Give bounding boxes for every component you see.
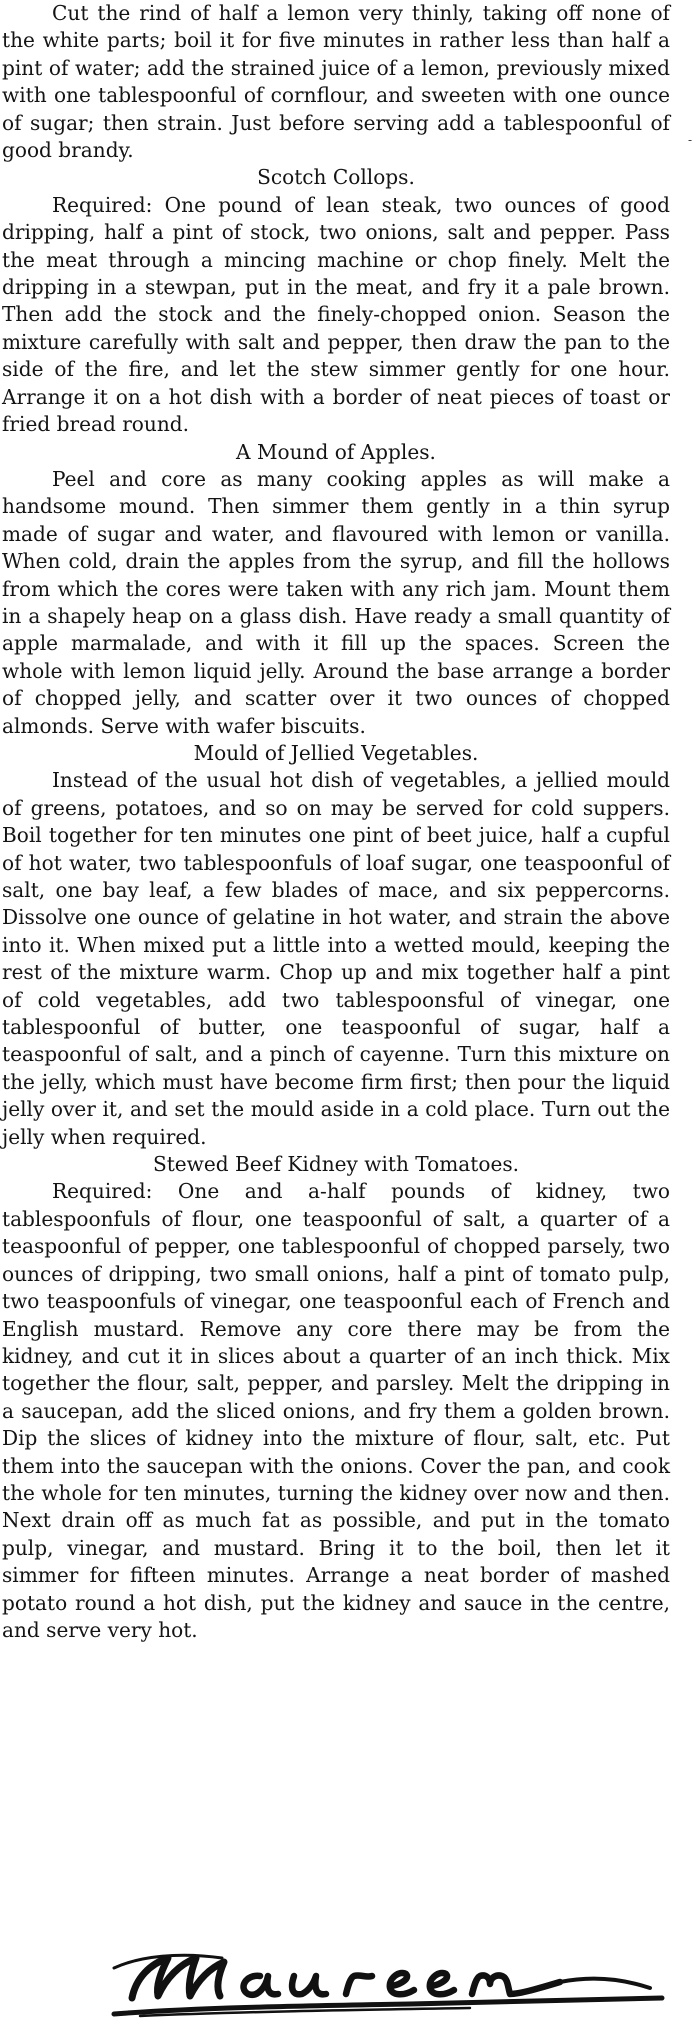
recipe-title-stewed-beef-kidney: Stewed Beef Kidney with Tomatoes.	[152, 1152, 520, 1177]
recipe-title-jellied-vegetables: Mould of Jellied Vegetables.	[193, 740, 479, 765]
intro-paragraph: Cut the rind of half a lemon very thinly, taking off none of the white parts; boil it for five minutes in rather less than half a pint of water; add the strained juice of a lemon, previously mixed with one tablespoonful of cornflour, and sweeten with one ounce of sugar; then strain. Just before serving add a tablespoonful of good brandy.	[2, 1, 670, 163]
recipe-body-stewed-beef-kidney: Required: One and a-half pounds of kidney, two tablespoonfuls of flour, one teaspoonful of salt, a quarter of a teaspoonful of pepper, one tablespoonful of chopped parsely, two ounces of dripping, two small onions, half a pint of tomato pulp, two teaspoonfuls of vinegar, one teaspoonful each of French and English mustard. Remove any core there may be from the kidney, and cut it in slices about a quarter of an inch thick. Mix together the flour, salt, pepper, and parsley. Melt the dripping in a saucepan, add the sliced onions, and fry them a golden brown. Dip the slices of kidney into the mixture of flour, salt, etc. Put them into the saucepan with the onions. Cover the pan, and cook the whole for ten minutes, turning the kidney over now and then. Next drain off as much fat as possible, and put in the tomato pulp, vinegar, and mustard. Bring it to the boil, then let it simmer for fifteen minutes. Arrange a neat border of mashed potato round a hot dish, put the kidney and sauce in the centre, and serve very hot.	[2, 1179, 670, 1642]
recipe-title-mound-of-apples: A Mound of Apples.	[236, 439, 436, 464]
handwritten-signature	[110, 1948, 670, 2020]
signature-icon	[110, 1948, 670, 2020]
recipe-title-scotch-collops: Scotch Collops.	[257, 165, 415, 190]
recipe-body-scotch-collops: Required: One pound of lean steak, two ounces of good dripping, half a pint of stock, two onions, salt and pepper. Pass the meat through a mincing machine or chop finely. Melt the dripping in a stewpan, put in the meat, and fry it a pale brown. Then add the stock and the finely-chopped onion. Season the mixture carefully with salt and pepper, then draw the pan to the side of the fire, and let the stew simmer gently for one hour. Arrange it on a hot dish with a border of neat pieces of toast or fried bread round.	[2, 192, 670, 437]
stray-margin-mark: -	[688, 133, 693, 147]
recipe-body-mound-of-apples: Peel and core as many cooking apples as will make a handsome mound. Then simmer them gently in a thin syrup made of sugar and water, and flavoured with lemon or vanilla. When cold, drain the apples from the syrup, and fill the hollows from which the cores were taken with any rich jam. Mount them in a shapely heap on a glass dish. Have ready a small quantity of apple marmalade, and with it fill up the spaces. Screen the whole with lemon liquid jelly. Around the base arrange a border of chopped jelly, and scatter over it two ounces of chopped almonds. Serve with wafer biscuits.	[2, 466, 670, 738]
recipe-body-jellied-vegetables: Instead of the usual hot dish of vegetables, a jellied mould of greens, potatoes, and so on may be served for cold suppers. Boil together for ten minutes one pint of beet juice, half a cupful of hot water, two tablespoonfuls of loaf sugar, one teaspoonful of salt, one bay leaf, a few blades of mace, and six peppercorns. Dissolve one ounce of gelatine in hot water, and strain the above into it. When mixed put a little into a wetted mould, keeping the rest of the mixture warm. Chop up and mix together half a pint of cold vegetables, add two tablespoonsful of vinegar, one tablespoonful of butter, one teaspoonful of sugar, half a teaspoonful of salt, and a pinch of cayenne. Turn this mixture on the jelly, which must have become firm first; then pour the liquid jelly over it, and set the mould aside in a cold place. Turn out the jelly when required.	[2, 768, 670, 1149]
